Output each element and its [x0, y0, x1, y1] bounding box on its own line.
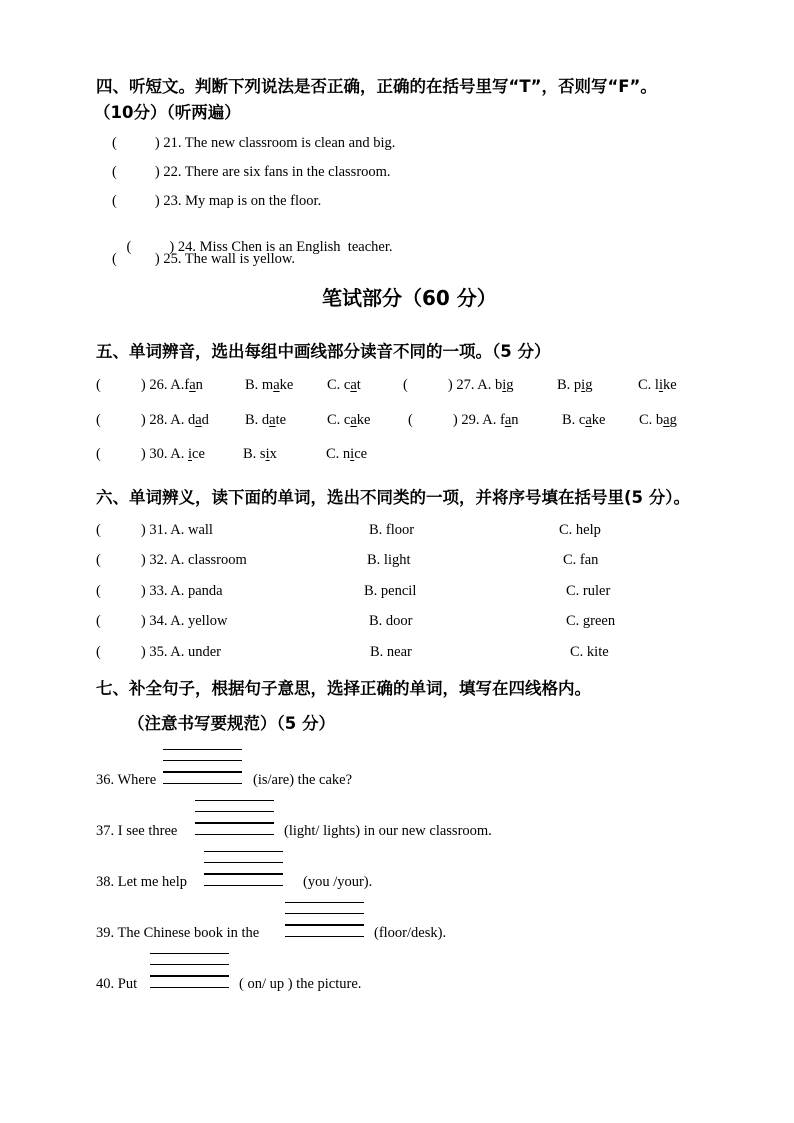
option-b: B. pencil — [364, 583, 417, 599]
section-4-heading: 四、听短文。判断下列说法是否正确，正确的在括号里写“T”，否则写“F”。 — [96, 77, 657, 96]
option-c: C. ruler — [566, 583, 611, 599]
option-b: B. cake — [562, 412, 606, 428]
list-item: ( ) 24. Miss Chen is an English teacher. — [126, 239, 393, 255]
list-item: ( ) 30. A. ice — [96, 446, 205, 462]
sentence-before: 39. The Chinese book in the — [96, 925, 260, 941]
four-line-grid[interactable] — [150, 953, 229, 988]
list-item: ( ) 31. A. wall — [96, 522, 213, 538]
four-line-grid[interactable] — [195, 800, 274, 835]
option-c: C. kite — [570, 644, 609, 660]
list-item: ( ) 28. A. dad — [96, 412, 209, 428]
written-part-title: 笔试部分（60 分） — [322, 286, 497, 310]
option-c: C. like — [638, 377, 677, 393]
option-c: C. nice — [326, 446, 368, 462]
sentence-after: ( on/ up ) the picture. — [239, 976, 362, 992]
list-item: ( ) 33. A. panda — [96, 583, 223, 599]
list-item: ( ) 22. There are six fans in the classroom. — [112, 164, 391, 180]
four-line-grid[interactable] — [204, 851, 283, 886]
list-item: ( ) 26. A.fan — [96, 377, 203, 393]
sentence-after: (is/are) the cake? — [253, 772, 353, 788]
section-4-subheading: （10分）（听两遍） — [94, 103, 241, 122]
option-c: C. cake — [327, 412, 371, 428]
option-c: C. help — [559, 522, 601, 538]
sentence-before: 40. Put — [96, 976, 138, 992]
option-c: C. cat — [327, 377, 361, 393]
option-b: B. door — [369, 613, 413, 629]
sentence-before: 38. Let me help — [96, 874, 188, 890]
list-item: ( ) 29. A. fan — [408, 412, 519, 428]
four-line-grid[interactable] — [163, 749, 242, 784]
option-b: B. date — [245, 412, 287, 428]
option-c: C. green — [566, 613, 616, 629]
option-b: B. make — [245, 377, 294, 393]
option-b: B. floor — [369, 522, 415, 538]
section-7-subheading: （注意书写要规范）（5 分） — [128, 714, 335, 733]
sentence-after: (light/ lights) in our new classroom. — [284, 823, 492, 839]
option-b: B. pig — [557, 377, 593, 393]
section-5-heading: 五、单词辨音，选出每组中画线部分读音不同的一项。（5 分） — [96, 342, 551, 361]
list-item: ( ) 25. The wall is yellow. — [112, 251, 296, 267]
list-item: ( ) 34. A. yellow — [96, 613, 228, 629]
option-b: B. six — [243, 446, 277, 462]
option-c: C. bag — [639, 412, 677, 428]
option-b: B. light — [367, 552, 411, 568]
four-line-grid[interactable] — [285, 902, 364, 937]
section-6-heading: 六、单词辨义，读下面的单词，选出不同类的一项，并将序号填在括号里(5 分）。 — [96, 488, 691, 507]
sentence-after: (floor/desk). — [374, 925, 447, 941]
sentence-before: 37. I see three — [96, 823, 178, 839]
list-item: ( ) 32. A. classroom — [96, 552, 247, 568]
sentence-after: (you /your). — [303, 874, 373, 890]
sentence-before: 36. Where — [96, 772, 157, 788]
section-7-heading: 七、补全句子，根据句子意思，选择正确的单词，填写在四线格内。 — [96, 679, 591, 698]
list-item: ( ) 21. The new classroom is clean and big. — [112, 135, 396, 151]
option-b: B. near — [370, 644, 412, 660]
option-c: C. fan — [563, 552, 599, 568]
list-item: ( ) 27. A. big — [403, 377, 514, 393]
list-item: ( ) 23. My map is on the floor. — [112, 193, 322, 209]
list-item: ( ) 35. A. under — [96, 644, 221, 660]
